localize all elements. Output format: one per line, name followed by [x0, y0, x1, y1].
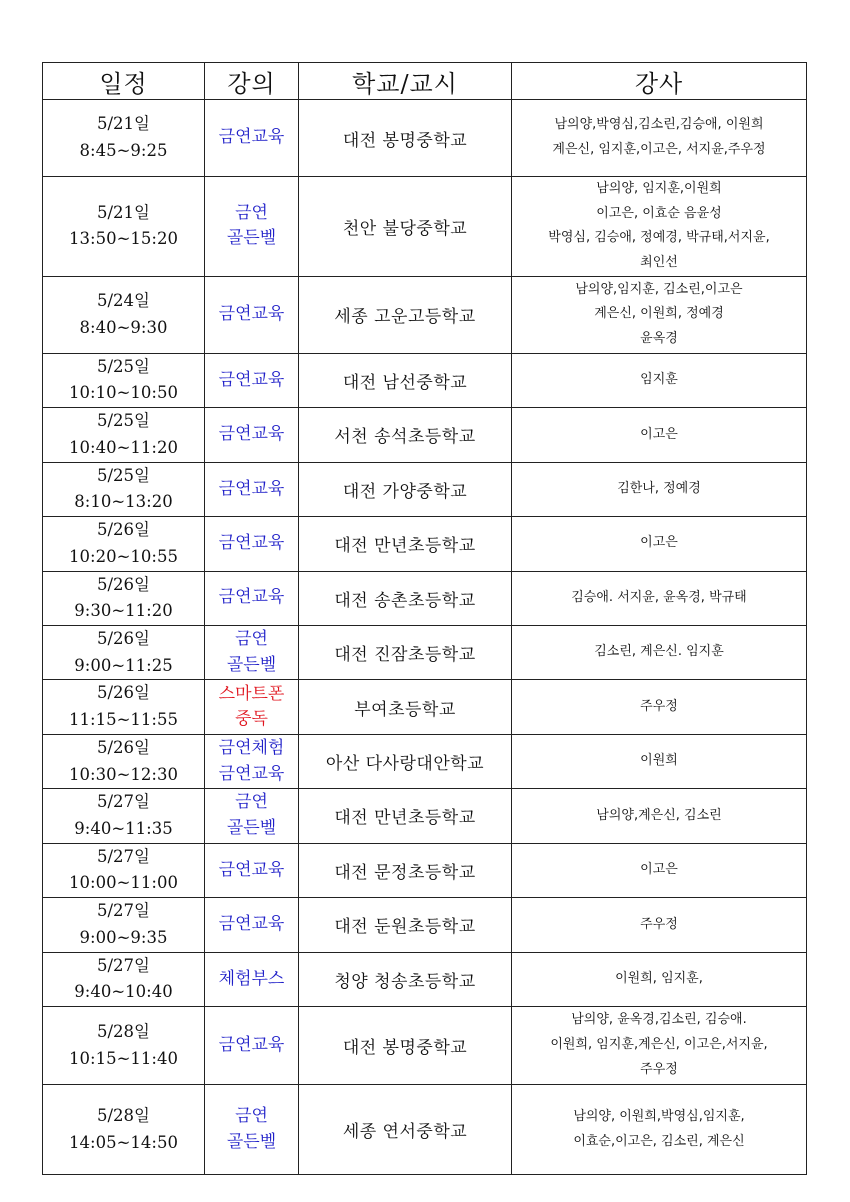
- lecture-line: 금연교육: [218, 587, 285, 608]
- instructor-line: 임지훈: [640, 372, 678, 388]
- date-text: 5/28일: [97, 1105, 150, 1125]
- time-text: 10:10~10:50: [69, 383, 178, 403]
- date-text: 5/24일: [97, 291, 150, 311]
- table-row: [43, 1085, 807, 1175]
- instructors-cell: [512, 517, 807, 571]
- lecture-line: 골든벨: [226, 1131, 277, 1152]
- time-text: 11:15~11:55: [69, 710, 178, 730]
- school-cell: 대전 둔원초등학교: [299, 898, 512, 952]
- school-cell: 천안 불당중학교: [299, 177, 512, 277]
- instructor-line: 이원희: [640, 753, 678, 769]
- date-cell: [43, 408, 205, 462]
- header-row: [43, 63, 807, 100]
- date-text: 5/21일: [97, 202, 150, 222]
- date-text: 5/26일: [97, 574, 150, 594]
- table-row: [43, 680, 807, 734]
- lecture-line: 금연교육: [218, 127, 285, 148]
- instructor-line: 이원희, 임지훈,: [615, 970, 703, 986]
- table-row: [43, 1007, 807, 1085]
- date-cell: [43, 517, 205, 571]
- table-row: [43, 408, 807, 462]
- lecture-cell: [205, 625, 299, 679]
- instructor-line: 박영심, 김승애, 정예경, 박규태,서지윤,: [548, 230, 770, 246]
- date-cell: [43, 177, 205, 277]
- school-cell: 대전 송촌초등학교: [299, 571, 512, 625]
- time-text: 13:50~15:20: [69, 229, 178, 249]
- instructors-cell: [512, 462, 807, 516]
- lecture-cell: [205, 843, 299, 897]
- instructors-cell: [512, 680, 807, 734]
- instructor-line: 김한나, 정예경: [617, 481, 701, 496]
- time-text: 8:10~13:20: [74, 492, 173, 512]
- date-text: 5/26일: [97, 737, 150, 757]
- lecture-cell: [205, 571, 299, 625]
- instructors-cell: [512, 789, 807, 843]
- instructors-cell: [512, 276, 807, 353]
- date-cell: [43, 625, 205, 679]
- time-text: 10:20~10:55: [69, 546, 178, 566]
- instructors-cell: [512, 571, 807, 625]
- school-cell: 세종 고운고등학교: [299, 276, 512, 353]
- table-row: [43, 177, 807, 277]
- instructor-line: 최인선: [640, 255, 678, 271]
- instructors-cell: [512, 734, 807, 788]
- table-row: [43, 276, 807, 353]
- header-lecture: 강의: [205, 63, 299, 100]
- header-instructors: 강사: [512, 63, 807, 100]
- instructor-line: 남의양, 이원희,박영심,임지훈,: [573, 1108, 745, 1124]
- time-text: 10:00~11:00: [69, 873, 178, 893]
- lecture-cell: [205, 276, 299, 353]
- lecture-cell: [205, 100, 299, 177]
- instructors-cell: [512, 353, 807, 407]
- lecture-line: 금연교육: [218, 533, 285, 554]
- instructor-line: 이고은, 이효순 음윤성: [596, 205, 722, 221]
- school-cell: 세종 연서중학교: [299, 1085, 512, 1175]
- table-row: [43, 898, 807, 952]
- table-row: [43, 571, 807, 625]
- lecture-line: 골든벨: [226, 654, 277, 675]
- lecture-cell: [205, 1085, 299, 1175]
- school-cell: 서천 송석초등학교: [299, 408, 512, 462]
- lecture-cell: [205, 353, 299, 407]
- table-row: [43, 517, 807, 571]
- table-row: [43, 843, 807, 897]
- instructor-line: 남의양,계은신, 김소린: [596, 807, 722, 823]
- school-cell: 대전 남선중학교: [299, 353, 512, 407]
- date-cell: [43, 276, 205, 353]
- instructors-cell: [512, 843, 807, 897]
- table-row: [43, 625, 807, 679]
- lecture-line: 금연교육: [218, 424, 285, 445]
- header-school: 학교/교시: [299, 63, 512, 100]
- instructors-cell: [512, 625, 807, 679]
- lecture-line: 중독: [235, 709, 268, 730]
- instructor-line: 남의양, 임지훈,이원희: [596, 181, 722, 196]
- time-text: 8:45~9:25: [79, 141, 168, 160]
- date-cell: [43, 789, 205, 843]
- time-text: 10:40~11:20: [69, 437, 178, 457]
- instructor-line: 이고은: [640, 426, 678, 442]
- table-row: [43, 789, 807, 843]
- instructor-line: 이고은: [640, 535, 678, 551]
- lecture-cell: [205, 734, 299, 788]
- lecture-cell: [205, 680, 299, 734]
- instructors-cell: [512, 1007, 807, 1085]
- schedule-body: [43, 100, 807, 1175]
- instructors-cell: [512, 408, 807, 462]
- date-cell: [43, 952, 205, 1006]
- lecture-cell: [205, 1007, 299, 1085]
- time-text: 9:30~11:20: [74, 601, 173, 621]
- school-cell: 아산 다사랑대안학교: [299, 734, 512, 788]
- instructors-cell: [512, 100, 807, 177]
- time-text: 8:40~9:30: [79, 317, 168, 337]
- time-text: 10:15~11:40: [69, 1048, 178, 1068]
- instructor-line: 김소린, 계은신. 임지훈: [594, 644, 724, 660]
- lecture-cell: [205, 408, 299, 462]
- instructor-line: 주우정: [640, 1061, 678, 1077]
- time-text: 9:40~10:40: [74, 982, 173, 1002]
- date-text: 5/25일: [97, 356, 150, 376]
- instructor-line: 계은신, 임지훈,이고은, 서지윤,주우정: [552, 142, 766, 157]
- date-cell: [43, 680, 205, 734]
- lecture-line: 금연교육: [218, 859, 285, 880]
- lecture-line: 금연교육: [218, 914, 285, 935]
- school-cell: 대전 만년초등학교: [299, 517, 512, 571]
- date-text: 5/26일: [97, 628, 150, 648]
- lecture-cell: [205, 789, 299, 843]
- time-text: 9:00~11:25: [74, 655, 173, 675]
- table-row: [43, 462, 807, 516]
- table-row: [43, 734, 807, 788]
- instructor-line: 주우정: [640, 916, 678, 932]
- date-text: 5/27일: [97, 846, 150, 866]
- date-text: 5/28일: [97, 1021, 150, 1041]
- instructor-line: 윤옥경: [640, 331, 678, 347]
- lecture-line: 금연교육: [218, 478, 285, 499]
- header-date: 일정: [43, 63, 205, 100]
- date-cell: [43, 100, 205, 177]
- table-row: [43, 100, 807, 177]
- school-cell: 대전 가양중학교: [299, 462, 512, 516]
- date-text: 5/26일: [97, 683, 150, 703]
- date-text: 5/27일: [97, 955, 150, 975]
- lecture-line: 금연교육: [218, 1034, 285, 1055]
- date-text: 5/25일: [97, 465, 150, 485]
- instructor-line: 김승애. 서지윤, 윤옥경, 박규태: [571, 589, 747, 605]
- instructor-line: 남의양,박영심,김소린,김승애, 이원희: [554, 117, 764, 133]
- school-cell: 대전 만년초등학교: [299, 789, 512, 843]
- lecture-line: 골든벨: [226, 228, 277, 249]
- date-text: 5/27일: [97, 901, 150, 921]
- school-cell: 청양 청송초등학교: [299, 952, 512, 1006]
- date-cell: [43, 462, 205, 516]
- date-cell: [43, 898, 205, 952]
- date-cell: [43, 571, 205, 625]
- instructor-line: 남의양, 윤옥경,김소린, 김승애.: [571, 1012, 747, 1028]
- lecture-line: 스마트폰: [218, 683, 285, 704]
- date-cell: [43, 353, 205, 407]
- lecture-line: 금연교육: [218, 304, 285, 324]
- lecture-line: 금연: [235, 1106, 268, 1126]
- instructor-line: 계은신, 이원희, 정예경: [594, 306, 724, 322]
- instructor-line: 이효순,이고은, 김소린, 계은신: [573, 1133, 745, 1149]
- school-cell: 대전 봉명중학교: [299, 100, 512, 177]
- lecture-cell: [205, 517, 299, 571]
- lecture-cell: [205, 898, 299, 952]
- time-text: 9:40~11:35: [74, 818, 173, 838]
- instructors-cell: [512, 898, 807, 952]
- date-cell: [43, 1085, 205, 1175]
- table-row: [43, 952, 807, 1006]
- instructor-line: 남의양,임지훈, 김소린,이고은: [575, 281, 743, 297]
- date-text: 5/27일: [97, 792, 150, 812]
- date-cell: [43, 843, 205, 897]
- instructor-line: 이원희, 임지훈,계은신, 이고은,서지윤,: [550, 1037, 768, 1053]
- date-text: 5/26일: [97, 520, 150, 540]
- instructors-cell: [512, 952, 807, 1006]
- date-cell: [43, 1007, 205, 1085]
- time-text: 10:30~12:30: [69, 764, 178, 784]
- lecture-line: 체험부스: [218, 968, 285, 989]
- date-text: 5/25일: [97, 411, 150, 431]
- school-cell: 대전 진잠초등학교: [299, 625, 512, 679]
- lecture-line: 금연교육: [218, 369, 285, 390]
- instructors-cell: [512, 1085, 807, 1175]
- time-text: 14:05~14:50: [69, 1132, 178, 1152]
- lecture-line: 골든벨: [226, 817, 277, 838]
- instructors-cell: [512, 177, 807, 277]
- lecture-cell: [205, 177, 299, 277]
- lecture-cell: [205, 462, 299, 516]
- table-row: [43, 353, 807, 407]
- date-text: 5/21일: [97, 114, 150, 134]
- school-cell: 대전 문정초등학교: [299, 843, 512, 897]
- instructor-line: 이고은: [640, 862, 678, 878]
- lecture-line: 금연: [235, 792, 268, 813]
- lecture-line: 금연: [235, 202, 268, 223]
- lecture-line: 금연체험: [218, 738, 285, 759]
- lecture-line: 금연교육: [218, 763, 285, 784]
- schedule-table: [42, 62, 807, 1175]
- lecture-cell: [205, 952, 299, 1006]
- school-cell: 부여초등학교: [299, 680, 512, 734]
- school-cell: 대전 봉명중학교: [299, 1007, 512, 1085]
- lecture-line: 금연: [235, 629, 268, 650]
- date-cell: [43, 734, 205, 788]
- instructor-line: 주우정: [640, 698, 678, 714]
- time-text: 9:00~9:35: [79, 927, 168, 947]
